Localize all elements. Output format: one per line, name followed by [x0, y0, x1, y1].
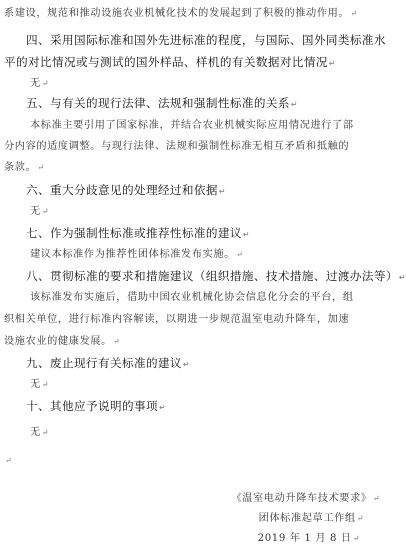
empty-paragraph: ↵ [5, 456, 13, 465]
section-5-body-line-2: 分内容的适度调整。与现行法律、法规和强制性标准无相互矛盾和抵触的 [4, 141, 350, 152]
section-heading-10: 十、其他应予说明的事项↵ [26, 399, 167, 413]
section-8-body-line-2: 织相关单位，进行标准内容解读，以期进一步规范温室电动升降车，加速 [4, 314, 350, 325]
section-10-body: 无↵ [30, 427, 50, 438]
section-7-body: 建议本标准作为推荐性团体标准发布实施。↵ [30, 249, 244, 260]
section-5-body-line-3: 条款。↵ [4, 162, 45, 173]
paragraph-continuation: 系建设，规范和推动设施农业机械化技术的发展起到了积极的推动作用。↵ [4, 8, 358, 19]
section-4-body: 无↵ [30, 78, 50, 89]
signature-doc-title: 《温室电动升降车技术要求》↵ [231, 493, 380, 504]
section-8-body-line-1: 该标准发布实施后，借助中国农业机械化协会信息化分会的平台，组 [30, 292, 354, 303]
section-8-body-line-3: 设施农业的健康发展。↵ [4, 336, 121, 347]
section-heading-4: 四、采用国际标准和国外先进标准的程度，与国际、国外同类标准水 [26, 33, 386, 47]
signature-group: 团体标准起草工作组↵ [258, 513, 364, 524]
section-heading-7: 七、作为强制性标准或推荐性标准的建议↵ [26, 226, 250, 240]
section-heading-4-continued: 平的对比情况或与测试的国外样品、样机的有关数据对比情况↵ [4, 55, 336, 69]
section-heading-6: 六、重大分歧意见的处理经过和依据↵ [26, 183, 227, 197]
section-9-body: 无↵ [30, 379, 50, 390]
section-heading-5: 五、与有关的现行法律、法规和强制性标准的关系↵ [26, 96, 298, 110]
section-heading-8: 八、贯彻标准的要求和措施建议（组织措施、技术措施、过渡办法等）↵ [26, 269, 406, 283]
section-5-body-line-1: 本标准主要引用了国家标准，并结合农业机械实际应用情况进行了部 [30, 120, 354, 131]
section-6-body: 无↵ [30, 206, 50, 217]
signature-date: 2019 年 1 月 8 日↵ [257, 533, 360, 544]
section-heading-9: 九、废止现行有关标准的建议↵ [26, 356, 191, 370]
